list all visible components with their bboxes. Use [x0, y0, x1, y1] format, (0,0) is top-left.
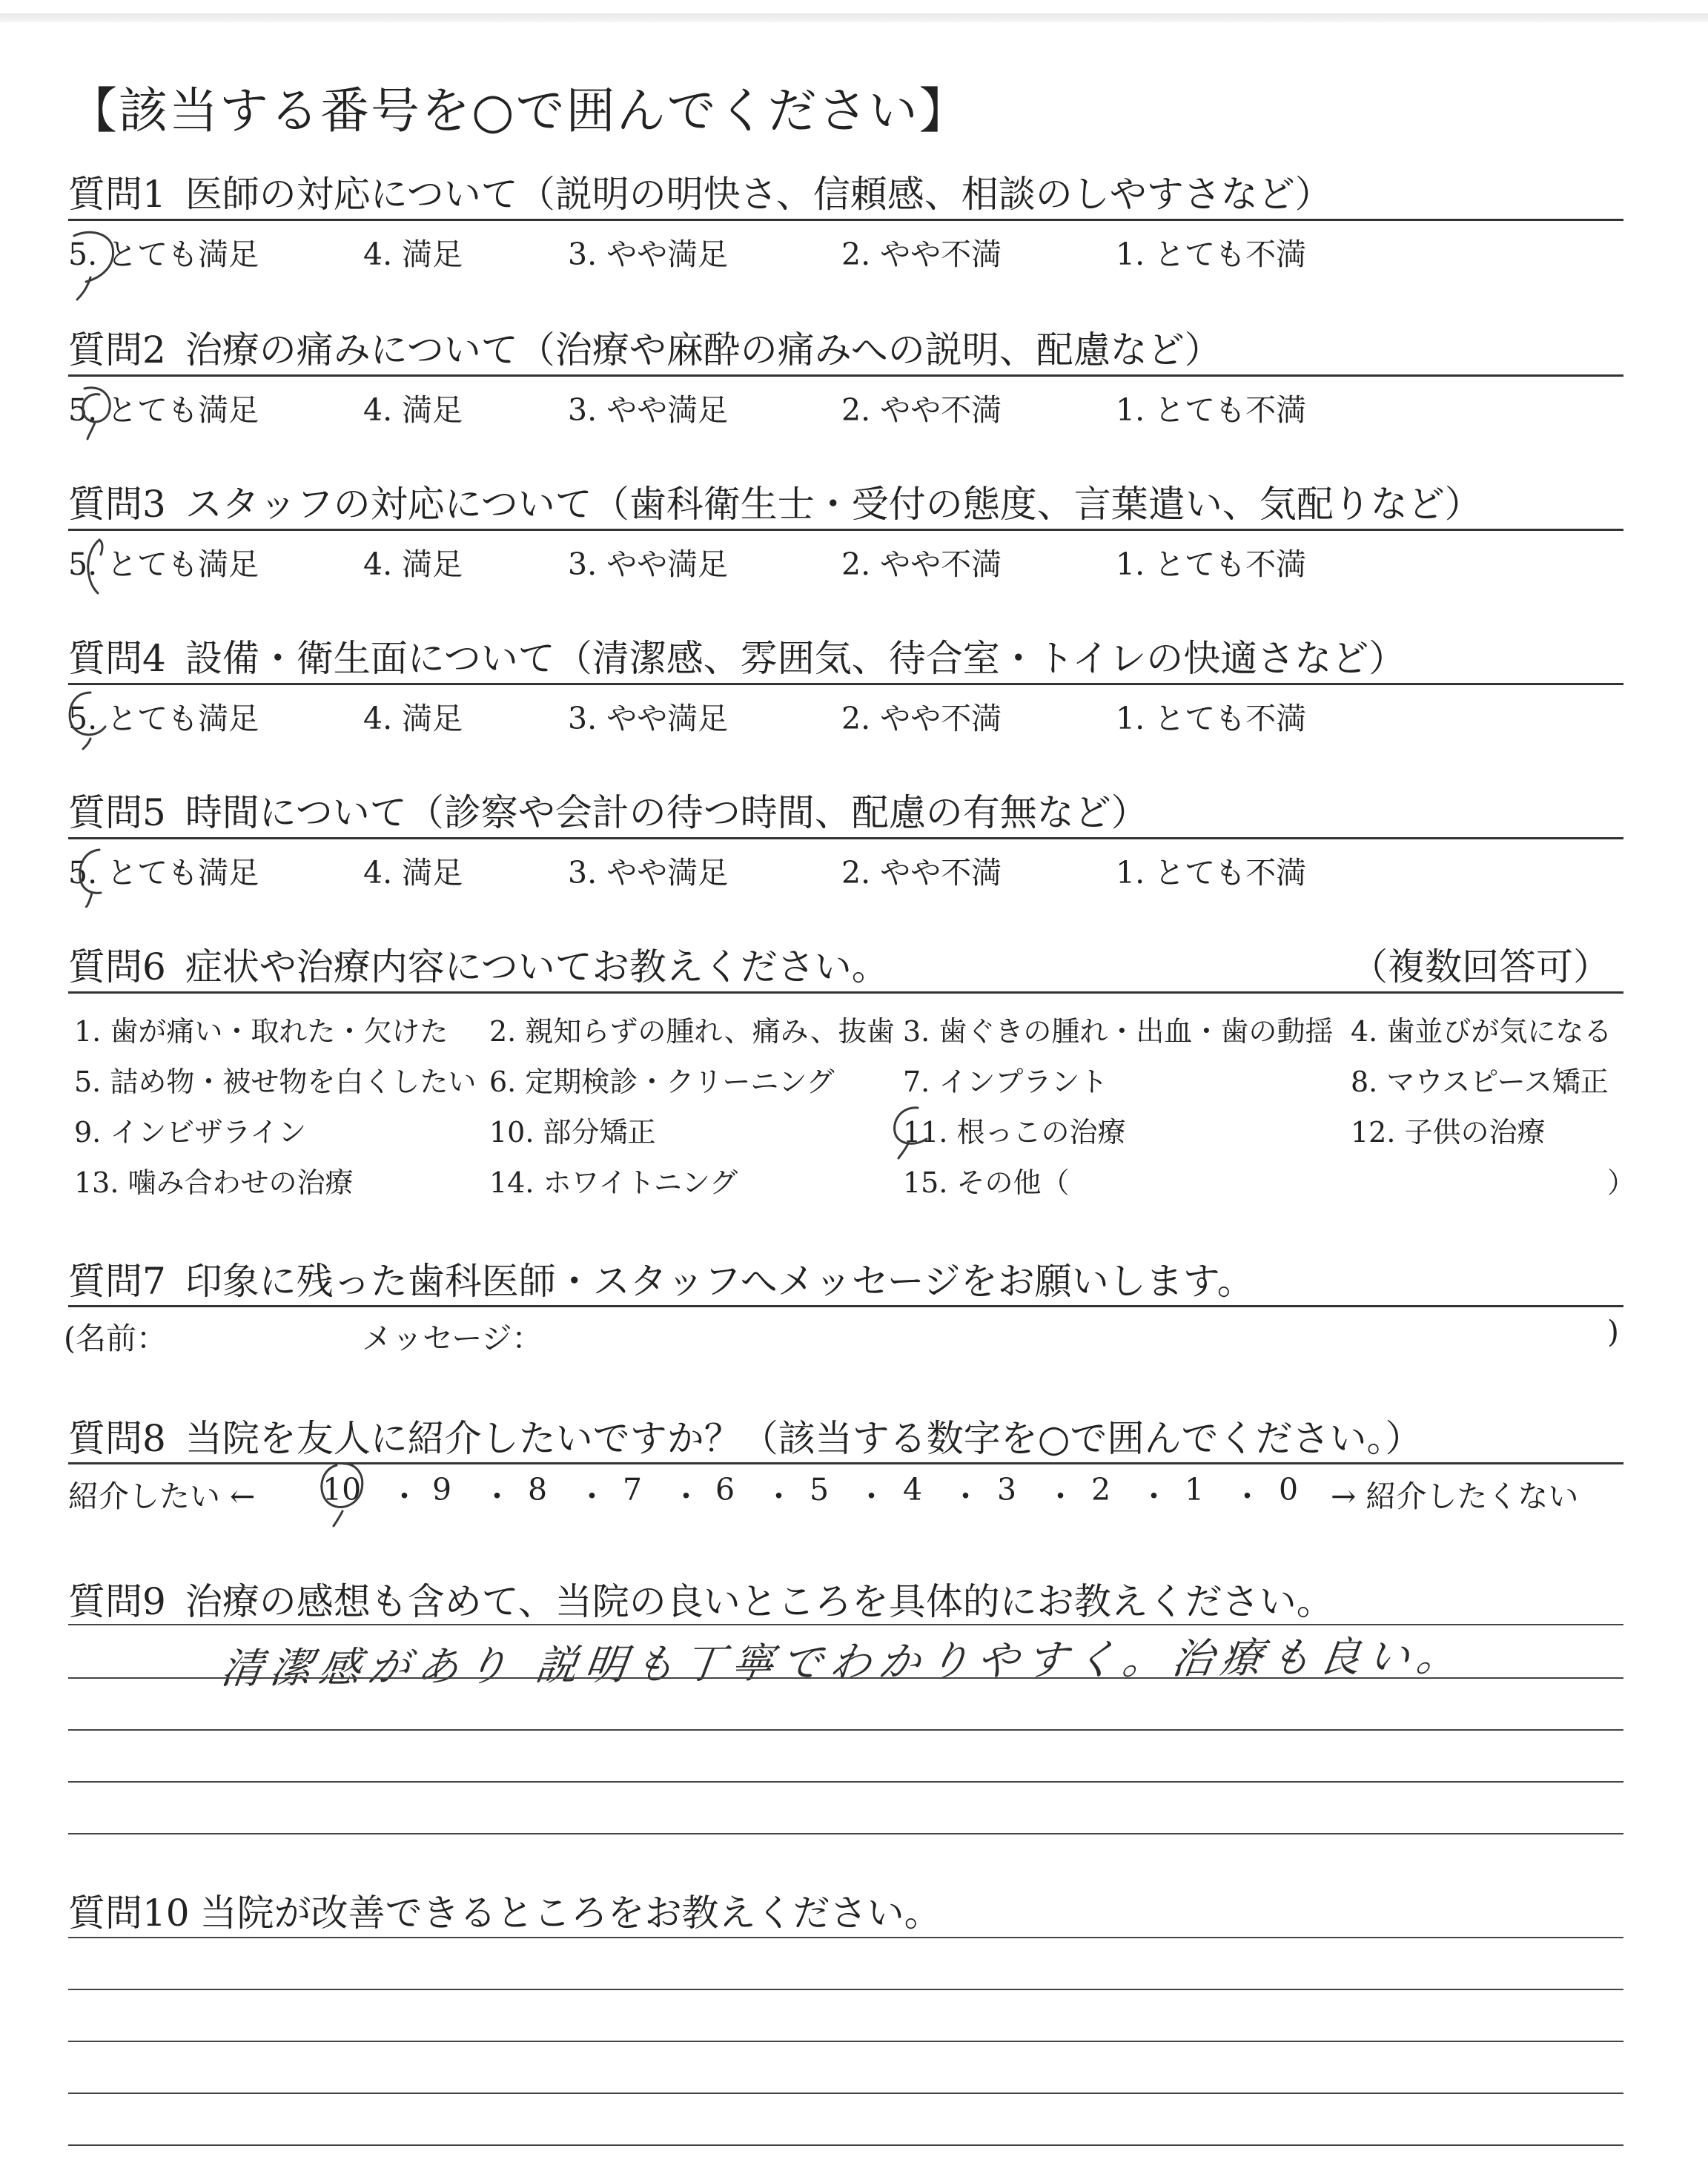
q3-selection-circle-mark — [73, 532, 117, 599]
question-number: 質問4 — [68, 637, 166, 680]
scale-value-7[interactable]: 7 — [623, 1472, 643, 1507]
q1-option-1[interactable]: 1. とても不満 — [1116, 237, 1307, 272]
scan-top-edge — [0, 13, 1708, 22]
q2-option-1[interactable]: 1. とても不満 — [1116, 392, 1307, 428]
scale-separator: ・ — [482, 1479, 512, 1514]
q8-selection-circle-mark — [310, 1453, 384, 1527]
q5-option-5[interactable]: 5. とても満足 — [68, 855, 259, 891]
q4-option-3[interactable]: 3. やや満足 — [568, 701, 729, 736]
q6-other-close-paren: ） — [1607, 1166, 1636, 1199]
scale-separator: ・ — [764, 1479, 794, 1514]
scale-value-4[interactable]: 4 — [903, 1472, 923, 1507]
question-divider — [68, 374, 1623, 377]
handwritten-answer[interactable]: 清潔感があり 説明も丁寧でわかりやすく。治療も良い。 — [217, 1632, 1469, 1694]
question-5 — [68, 783, 1148, 836]
q6-option-3[interactable]: 3. 歯ぐきの腫れ・出血・歯の動揺 — [903, 1015, 1334, 1048]
question-divider — [68, 1462, 1623, 1464]
scale-separator: ・ — [389, 1479, 420, 1514]
q4-option-4[interactable]: 4. 満足 — [363, 701, 463, 736]
scale-value-0[interactable]: 0 — [1279, 1472, 1299, 1507]
answer-line — [68, 1937, 1623, 1938]
q6-option-15-other[interactable]: 15. その他（ — [903, 1166, 1070, 1199]
q1-option-2[interactable]: 2. やや不満 — [841, 237, 1002, 272]
q4-option-5[interactable]: 5. とても満足 — [68, 701, 259, 736]
scale-separator: ・ — [1232, 1479, 1262, 1514]
name-field-label[interactable]: (名前： — [64, 1321, 167, 1356]
scale-value-10[interactable]: 10 — [322, 1472, 362, 1507]
q4-option-1[interactable]: 1. とても不満 — [1116, 701, 1307, 736]
question-number: 質問6 — [68, 945, 166, 988]
q6-option-9[interactable]: 9. インビザライン — [74, 1116, 307, 1149]
q6-option-12[interactable]: 12. 子供の治療 — [1351, 1116, 1546, 1149]
question-text: スタッフの対応について（歯科衛生士・受付の態度、言葉遣い、気配りなど） — [185, 483, 1482, 526]
q1-option-5[interactable]: 5. とても満足 — [68, 237, 259, 272]
q6-option-14[interactable]: 14. ホワイトニング — [489, 1166, 738, 1199]
q2-option-5[interactable]: 5. とても満足 — [68, 392, 259, 428]
question-number: 質問1 — [68, 173, 166, 216]
q6-option-11[interactable]: 11. 根っこの治療 — [903, 1116, 1126, 1149]
question-text: 当院が改善できるところをお教えください。 — [199, 1892, 941, 1935]
recommend-label: 紹介したい ← — [68, 1479, 256, 1514]
q4-selection-circle-mark — [61, 685, 120, 752]
form-heading: 【該当する番号を○で囲んでください】 — [68, 82, 970, 139]
q1-option-3[interactable]: 3. やや満足 — [568, 237, 729, 272]
q6-option-6[interactable]: 6. 定期検診・クリーニング — [489, 1066, 835, 1098]
answer-line — [68, 1989, 1623, 1990]
answer-line — [68, 1781, 1623, 1783]
answer-line — [68, 1729, 1623, 1731]
question-3 — [68, 475, 1482, 528]
question-4 — [68, 629, 1406, 682]
q4-option-2[interactable]: 2. やや不満 — [841, 701, 1002, 736]
question-divider — [68, 683, 1623, 685]
question-text: 当院を友人に紹介したいですか？（該当する数字を○で囲んでください。） — [185, 1417, 1423, 1460]
q5-option-2[interactable]: 2. やや不満 — [841, 855, 1002, 891]
scale-value-8[interactable]: 8 — [528, 1472, 548, 1507]
q2-selection-circle-mark — [62, 377, 122, 443]
answer-line — [68, 1833, 1623, 1834]
scale-separator: ・ — [950, 1479, 981, 1514]
message-field-label[interactable]: メッセージ： — [362, 1321, 543, 1356]
q2-option-2[interactable]: 2. やや不満 — [841, 392, 1002, 428]
not-recommend-label: → 紹介したくない — [1331, 1479, 1579, 1514]
multiple-answer-note: （複数回答可） — [1351, 945, 1610, 988]
question-number: 質問3 — [68, 483, 166, 526]
answer-line — [68, 2144, 1623, 2146]
question-divider — [68, 1305, 1623, 1307]
question-text: 医師の対応について（説明の明快さ、信頼感、相談のしやすさなど） — [185, 173, 1332, 216]
question-6 — [68, 937, 889, 991]
q6-option-4[interactable]: 4. 歯並びが気になる — [1351, 1015, 1612, 1048]
q3-option-2[interactable]: 2. やや不満 — [841, 546, 1002, 582]
q3-option-1[interactable]: 1. とても不満 — [1116, 546, 1307, 582]
q5-option-1[interactable]: 1. とても不満 — [1116, 855, 1307, 891]
q6-option-8[interactable]: 8. マウスピース矯正 — [1351, 1066, 1609, 1098]
q6-option-2[interactable]: 2. 親知らずの腫れ、痛み、抜歯 — [489, 1015, 895, 1048]
question-text: 治療の痛みについて（治療や麻酔の痛みへの説明、配慮など） — [185, 328, 1222, 371]
question-text: 症状や治療内容についてお教えください。 — [185, 945, 889, 988]
q3-option-4[interactable]: 4. 満足 — [363, 546, 463, 582]
q6-option-13[interactable]: 13. 噛み合わせの治療 — [74, 1166, 354, 1199]
q6-selection-circle-mark — [879, 1097, 946, 1164]
question-number: 質問2 — [68, 328, 166, 371]
scale-value-3[interactable]: 3 — [997, 1472, 1017, 1507]
scale-separator: ・ — [1045, 1479, 1076, 1514]
scale-separator: ・ — [577, 1479, 607, 1514]
question-8 — [68, 1409, 1422, 1462]
question-10 — [68, 1883, 941, 1937]
scale-separator: ・ — [856, 1479, 887, 1514]
q3-option-5[interactable]: 5. とても満足 — [68, 546, 259, 582]
scale-value-5[interactable]: 5 — [810, 1472, 830, 1507]
scale-separator: ・ — [671, 1479, 701, 1514]
question-1 — [68, 165, 1332, 218]
q6-option-7[interactable]: 7. インプラント — [903, 1066, 1108, 1098]
q5-option-3[interactable]: 3. やや満足 — [568, 855, 729, 891]
question-divider — [68, 219, 1623, 221]
question-text: 設備・衛生面について（清潔感、雰囲気、待合室・トイレの快適さなど） — [185, 637, 1406, 680]
question-divider — [68, 837, 1623, 839]
q6-option-5[interactable]: 5. 詰め物・被せ物を白くしたい — [74, 1066, 477, 1098]
q3-option-3[interactable]: 3. やや満足 — [568, 546, 729, 582]
answer-line — [68, 2093, 1623, 2094]
question-number: 質問9 — [68, 1580, 166, 1623]
scale-separator: ・ — [1139, 1479, 1169, 1514]
question-7 — [68, 1252, 1254, 1305]
question-divider — [68, 991, 1623, 994]
question-text: 治療の感想も含めて、当院の良いところを具体的にお教えください。 — [185, 1580, 1334, 1623]
q1-selection-circle-mark — [59, 222, 126, 304]
question-text: 印象に残った歯科医師・スタッフへメッセージをお願いします。 — [185, 1260, 1254, 1303]
scale-value-1[interactable]: 1 — [1185, 1472, 1205, 1507]
scale-value-2[interactable]: 2 — [1091, 1472, 1111, 1507]
q2-option-4[interactable]: 4. 満足 — [363, 392, 463, 428]
q6-option-1[interactable]: 1. 歯が痛い・取れた・欠けた — [74, 1015, 448, 1048]
scale-value-9[interactable]: 9 — [432, 1472, 452, 1507]
question-number: 質問7 — [68, 1260, 166, 1303]
q5-option-4[interactable]: 4. 満足 — [363, 855, 463, 891]
question-number: 質問8 — [68, 1417, 166, 1460]
question-9 — [68, 1572, 1334, 1625]
question-number: 質問5 — [68, 791, 166, 834]
q1-option-4[interactable]: 4. 満足 — [363, 237, 463, 272]
answer-line — [68, 2041, 1623, 2042]
answer-line — [68, 1677, 1623, 1679]
q7-close-paren: ) — [1607, 1314, 1619, 1350]
question-2 — [68, 320, 1222, 374]
q5-selection-circle-mark — [62, 841, 122, 908]
q6-option-10[interactable]: 10. 部分矯正 — [489, 1116, 656, 1149]
question-divider — [68, 529, 1623, 531]
question-number: 質問10 — [68, 1892, 190, 1935]
scale-value-6[interactable]: 6 — [715, 1472, 735, 1507]
q2-option-3[interactable]: 3. やや満足 — [568, 392, 729, 428]
question-text: 時間について（診察や会計の待つ時間、配慮の有無など） — [185, 791, 1148, 834]
